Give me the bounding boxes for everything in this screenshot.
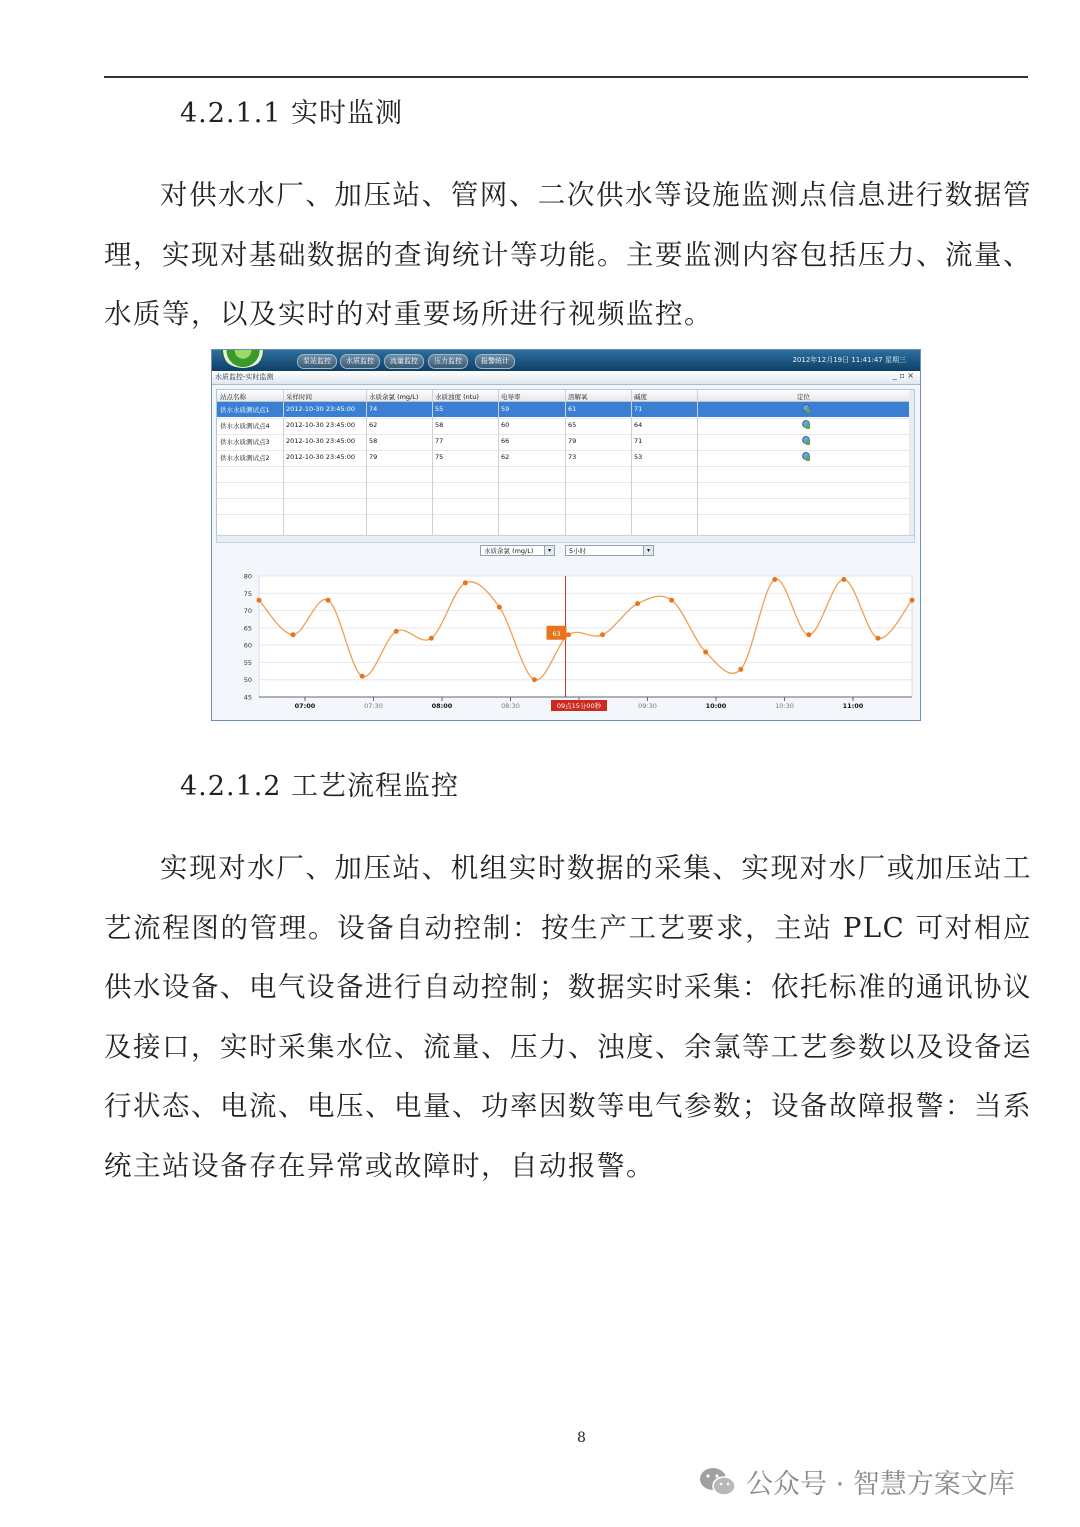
data-point [703, 650, 708, 655]
y-tick-label: 55 [243, 658, 252, 667]
table-cell[interactable]: 59 [501, 405, 510, 413]
locate-icon[interactable] [801, 404, 811, 414]
data-point [497, 605, 502, 610]
x-tick-label: 08:00 [431, 702, 453, 710]
window-controls[interactable]: _ ▫ × [892, 371, 914, 380]
window-title-bar [212, 371, 920, 385]
chevron-down-icon: ▾ [643, 546, 653, 555]
locate-icon[interactable] [801, 452, 811, 462]
table-cell[interactable]: 供水水质测试点2 [220, 454, 270, 462]
header-rule [104, 76, 1028, 78]
parameter-select[interactable] [480, 545, 555, 556]
col-header-turbidity[interactable]: 水质浊度 (ntu) [435, 393, 479, 401]
chevron-down-icon: ▾ [544, 546, 554, 555]
col-header-oxygen[interactable]: 溶解氧 [568, 393, 588, 401]
y-tick-label: 75 [243, 589, 252, 598]
data-point [257, 598, 262, 603]
page-number: 8 [577, 1430, 586, 1446]
app-top-bar [212, 350, 920, 371]
y-tick-label: 80 [243, 572, 252, 581]
time-range-select-value: 5小时 [569, 547, 587, 555]
cursor-value-label: 63 [552, 629, 561, 638]
nav-water-quality[interactable]: 水质监控 [340, 354, 380, 369]
table-cell[interactable]: 58 [369, 437, 378, 445]
col-header-time[interactable]: 采样时间 [286, 393, 312, 401]
nav-pump-station[interactable]: 泵站监控 [297, 354, 337, 369]
table-cell[interactable]: 55 [435, 405, 444, 413]
parameter-select-value: 水质余氯 (mg/L) [484, 547, 534, 555]
x-tick-label: 07:00 [294, 702, 316, 710]
x-tick-label: 09点15分00秒 [556, 702, 602, 710]
nav-flow[interactable]: 流量监控 [384, 354, 424, 369]
table-vertical-scrollbar[interactable] [909, 390, 914, 536]
data-table [216, 389, 915, 537]
data-point [738, 667, 743, 672]
table-cell[interactable]: 62 [501, 453, 510, 461]
x-tick-label: 09:30 [638, 702, 657, 710]
table-cell[interactable]: 73 [568, 453, 577, 461]
table-cell[interactable]: 2012-10-30 23:45:00 [286, 453, 356, 461]
y-tick-label: 60 [243, 641, 252, 650]
col-header-conductivity[interactable]: 电导率 [501, 393, 521, 401]
data-point [635, 601, 640, 606]
plot-area [259, 576, 912, 697]
time-range-select[interactable] [565, 545, 654, 556]
paragraph-1: 对供水水厂、加压站、管网、二次供水等设施监测点信息进行数据管理，实现对基础数据的查询统计等功能。主要监测内容包括压力、流量、水质等，以及实时的对重要场所进行视频监控。 [104, 179, 1032, 330]
col-header-chlorine[interactable]: 水质余氯 (mg/L) [369, 393, 419, 401]
table-cell[interactable]: 66 [501, 437, 510, 445]
table-cell[interactable]: 71 [634, 437, 643, 445]
window-title: 水质监控-实时监测 [215, 373, 274, 381]
table-cell[interactable]: 74 [369, 405, 378, 413]
x-tick-label: 08:30 [501, 702, 520, 710]
data-point [360, 674, 365, 679]
x-tick-label: 07:30 [364, 702, 383, 710]
data-point [291, 632, 296, 637]
table-cell[interactable]: 60 [501, 421, 510, 429]
nav-alarm-stats[interactable]: 报警统计 [475, 354, 515, 369]
data-point [669, 598, 674, 603]
table-cell[interactable]: 71 [634, 405, 643, 413]
data-point [463, 580, 468, 585]
data-point [806, 632, 811, 637]
system-clock: 2012年12月19日 11:41:47 星期三 [792, 356, 906, 364]
paragraph-2: 实现对水厂、加压站、机组实时数据的采集、实现对水厂或加压站工艺流程图的管理。设备自动控制：按生产工艺要求，主站 PLC 可对相应供水设备、电气设备进行自动控制；数据实时采集：依托标准的通讯协议及接口，实时采集水位、流量、压力、浊度、余氯等工艺参数以及设备运行状态、电流、电压、电量、功率因数等电气参数；设备故障报警：当系统主站设备存在异常或故障时，自动报警。 [104, 852, 1032, 1182]
col-header-station[interactable]: 站点名称 [220, 393, 246, 401]
table-cell[interactable]: 供水水质测试点1 [220, 406, 270, 414]
col-header-alkalinity[interactable]: 碱度 [634, 393, 647, 401]
locate-icon[interactable] [801, 436, 811, 446]
y-tick-label: 65 [243, 624, 252, 633]
locate-icon[interactable] [801, 420, 811, 430]
table-cell[interactable]: 75 [435, 453, 444, 461]
watermark-text: 公众号 · 智慧方案文库 [746, 1469, 1015, 1500]
x-tick-label: 11:00 [842, 702, 864, 710]
table-cell[interactable]: 2012-10-30 23:45:00 [286, 405, 356, 413]
table-cell[interactable]: 65 [568, 421, 577, 429]
app-logo-icon [222, 349, 264, 368]
data-point [429, 636, 434, 641]
section-heading-1: 4.2.1.1 实时监测 [180, 98, 404, 129]
data-point [772, 577, 777, 582]
watermark [698, 1462, 1015, 1501]
data-point [841, 577, 846, 582]
col-header-locate[interactable]: 定位 [797, 393, 810, 401]
y-tick-label: 50 [243, 676, 252, 685]
table-cell[interactable]: 77 [435, 437, 444, 445]
table-cell[interactable]: 79 [369, 453, 378, 461]
table-cell[interactable]: 2012-10-30 23:45:00 [286, 437, 356, 445]
data-point [875, 636, 880, 641]
table-cell[interactable]: 58 [435, 421, 444, 429]
wechat-icon [698, 1465, 738, 1499]
y-tick-label: 45 [243, 693, 252, 702]
table-cell[interactable]: 53 [634, 453, 643, 461]
table-cell[interactable]: 64 [634, 421, 643, 429]
nav-pressure[interactable]: 压力监控 [428, 354, 468, 369]
section-heading-2: 4.2.1.2 工艺流程监控 [180, 771, 460, 802]
trend-chart[interactable] [212, 566, 920, 720]
x-tick-label: 10:00 [705, 702, 727, 710]
monitoring-screenshot [211, 349, 921, 721]
data-point [600, 632, 605, 637]
table-cell[interactable]: 61 [568, 405, 577, 413]
table-cell[interactable]: 供水水质测试点4 [220, 422, 270, 430]
data-point [566, 632, 571, 637]
data-point [910, 598, 915, 603]
table-cell[interactable]: 2012-10-30 23:45:00 [286, 421, 356, 429]
table-cell[interactable]: 79 [568, 437, 577, 445]
data-point [394, 629, 399, 634]
data-point [326, 598, 331, 603]
x-tick-label: 10:30 [775, 702, 794, 710]
data-point [532, 677, 537, 682]
y-tick-label: 70 [243, 607, 252, 616]
table-cell[interactable]: 供水水质测试点3 [220, 438, 270, 446]
table-cell[interactable]: 62 [369, 421, 378, 429]
table-horizontal-scrollbar[interactable] [216, 535, 915, 543]
